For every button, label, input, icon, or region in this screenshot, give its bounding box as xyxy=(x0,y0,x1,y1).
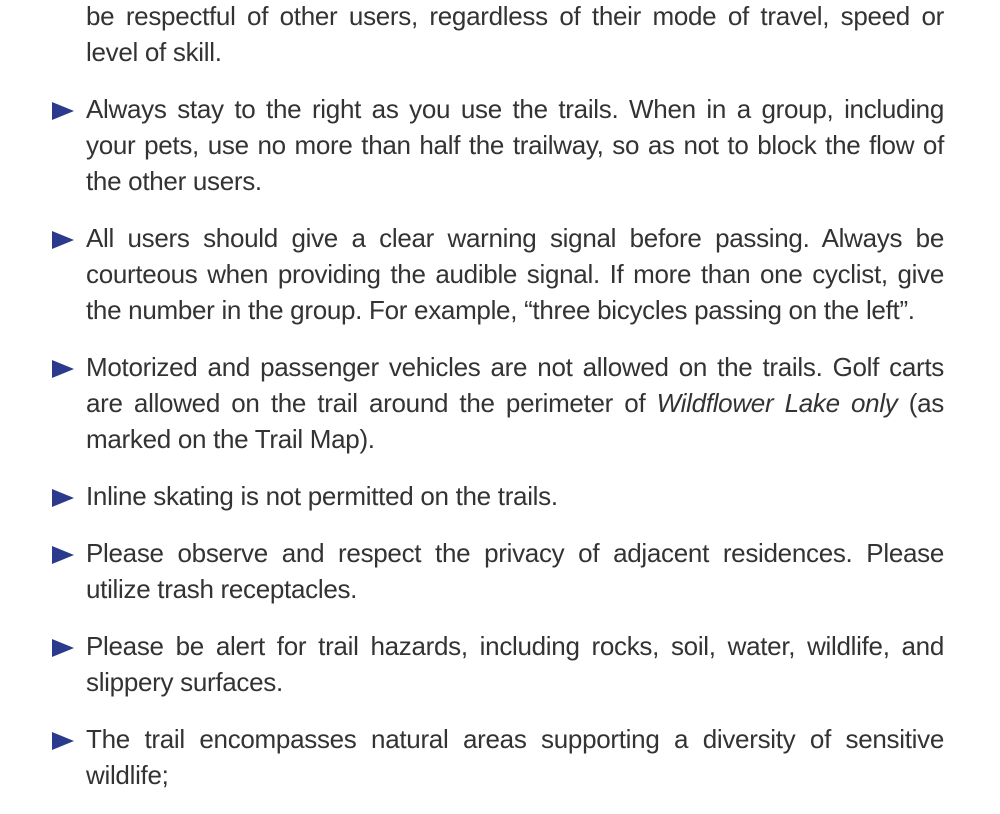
list-item-text: Always stay to the right as you use the trails. When in a group, including your pets, use no more than half the trailway, so as not to block the flow of the other users. xyxy=(86,94,944,196)
italic-emphasis: Wildflower Lake only xyxy=(656,388,898,418)
list-item-text: Inline skating is not permitted on the trails. xyxy=(86,481,558,511)
list-item xyxy=(0,628,944,700)
list-item-text: be respectful of other users, regardless of their mode of travel, speed or level of skill. xyxy=(86,1,944,67)
right-triangle-bullet-icon xyxy=(52,546,74,564)
list-item xyxy=(0,478,944,514)
list-item-text: Please observe and respect the privacy of adjacent residences. Please utilize trash receptacles. xyxy=(86,538,944,604)
right-triangle-bullet-icon xyxy=(52,231,74,249)
list-item-text: Motorized and passenger vehicles are not allowed on the trails. Golf carts are allowed on the trail around the perimeter of Wildflower Lake only (as marked on the Trail Map). xyxy=(86,352,944,454)
list-item xyxy=(0,220,944,328)
right-triangle-bullet-icon xyxy=(52,732,74,750)
list-item xyxy=(0,91,944,199)
list-item-text: Please be alert for trail hazards, including rocks, soil, water, wildlife, and slippery surfaces. xyxy=(86,631,944,697)
right-triangle-bullet-icon xyxy=(52,639,74,657)
list-item-text: The trail encompasses natural areas supporting a diversity of sensitive wildlife; xyxy=(86,724,944,790)
right-triangle-bullet-icon xyxy=(52,360,74,378)
list-item xyxy=(0,349,944,457)
right-triangle-bullet-icon xyxy=(52,489,74,507)
right-triangle-bullet-icon xyxy=(52,102,74,120)
list-item-partial-top xyxy=(0,0,944,70)
list-item-partial-bottom xyxy=(0,721,944,793)
list-item xyxy=(0,535,944,607)
list-item-text: All users should give a clear warning signal before passing. Always be courteous when providing the audible signal. If more than one cyclist, give the number in the group. For example, “three bicycles passing on the left”. xyxy=(86,223,944,325)
